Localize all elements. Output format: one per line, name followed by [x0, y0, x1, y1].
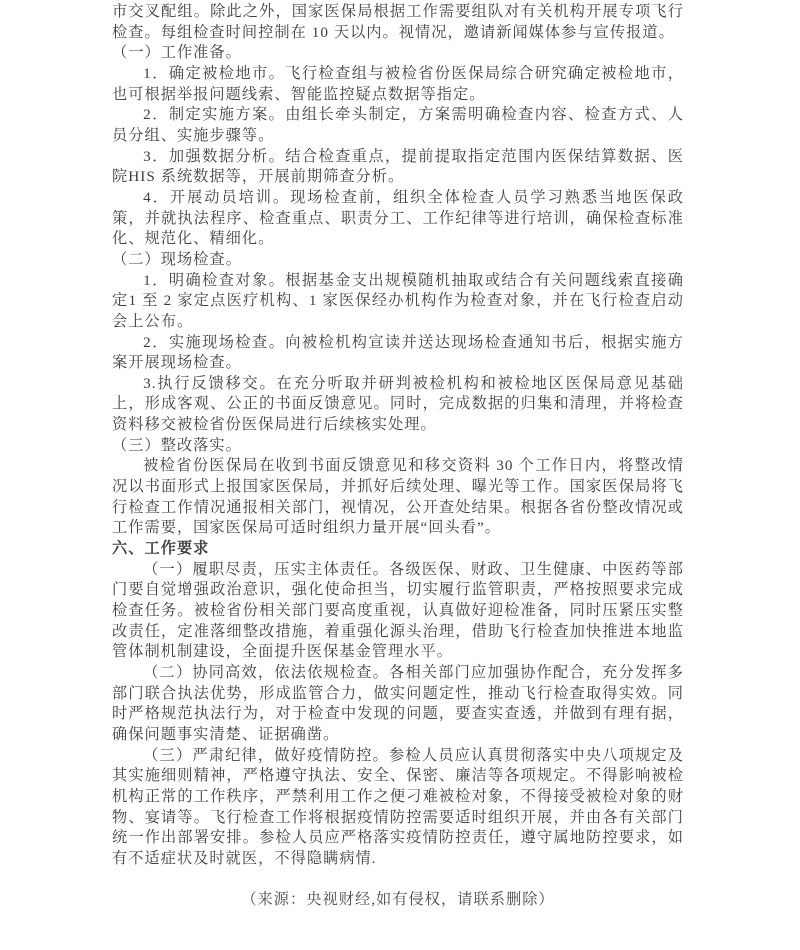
- body-paragraph-discipline-epidemic: （三）严肃纪律，做好疫情防控。参检人员应认真贯彻落实中央八项规定及其实施细则精神，严格遵守执法、安全、保密、廉洁等各项规定。不得影响被检机构正常的工作秩序，严禁利用工作之便刁难被检对象，不得接受被检对象的财物、宴请等。飞行检查工作将根据疫情防控需要适时组织开展，并由各有关部门统一作出部署安排。参检人员应严格落实疫情防控责任，遵守属地防控要求，如有不适症状及时就医，不得隐瞒病情.: [112, 746, 684, 867]
- subsection-heading-work-preparation: （一）工作准备。: [112, 44, 242, 62]
- subsection-heading-onsite-inspection: （二）现场检查。: [112, 250, 242, 268]
- numbered-item-inspection-targets: 1．明确检查对象。根据基金支出规模随机抽取或结合有关问题线索直接确定1 至 2 家定点医疗机构、1 家医保经办机构作为检查对象，并在飞行检查启动会上公布。: [112, 271, 684, 330]
- numbered-item-determine-city: 1．确定被检地市。飞行检查组与被检省份医保局综合研究确定被检地市，也可根据举报问题线索、智能监控疑点数据等指定。: [112, 64, 684, 103]
- numbered-item-feedback-transfer: 3.执行反馈移交。在充分听取并研判被检机构和被检地区医保局意见基础上，形成客观、公正的书面反馈意见。同时，完成数据的归集和清理，并将检查资料移交被检省份医保局进行后续核实处理。: [112, 374, 684, 434]
- body-paragraph-coordination-compliance: （二）协同高效，依法依规检查。各相关部门应加强协作配合，充分发挥多部门联合执法优势，形成监管合力，做实问题定性，推动飞行检查取得实效。同时严格规范执法行为，对于检查中发现的问题，要查实查透，并做到有理有据，确保问题事实清楚、证据确凿。: [112, 664, 684, 743]
- source-attribution: （来源：央视财经,如有侵权，请联系删除）: [241, 891, 555, 909]
- body-paragraph: 市交叉配组。除此之外，国家医保局根据工作需要组队对有关机构开展专项飞行检查。每组检查时间控制在 10 天以内。视情况，邀请新闻媒体参与宣传报道。: [112, 3, 684, 41]
- section-heading-work-requirements: 六、工作要求: [112, 540, 210, 558]
- body-paragraph-duty-responsibility: （一）履职尽责，压实主体责任。各级医保、财政、卫生健康、中医药等部门要自觉增强政治意识，强化使命担当，切实履行监管职责，严格按照要求完成检查任务。被检省份相关部门要高度重视，认真做好迎检准备，同时压紧压实整改责任，定准落细整改措施，着重强化源头治理，借助飞行检查加快推进本地监管体制机制建设，全面提升医保基金管理水平。: [112, 560, 684, 661]
- document-page: [112, 2, 684, 911]
- subsection-heading-rectification: （三）整改落实。: [112, 436, 242, 454]
- numbered-item-conduct-inspection: 2．实施现场检查。向被检机构宣读并送达现场检查通知书后，根据实施方案开展现场检查。: [112, 333, 684, 372]
- numbered-item-implementation-plan: 2．制定实施方案。由组长牵头制定，方案需明确检查内容、检查方式、人员分组、实施步骤等。: [112, 106, 684, 144]
- body-paragraph-rectification-details: 被检省份医保局在收到书面反馈意见和移交资料 30 个工作日内，将整改情况以书面形式上报国家医保局，并抓好后续处理、曝光等工作。国家医保局将飞行检查工作情况通报相关部门，视情况，公开查处结果。根据各省份整改情况或工作需要，国家医保局可适时组织力量开展“回头看”。: [112, 457, 684, 537]
- numbered-item-data-analysis: 3．加强数据分析。结合检查重点，提前提取指定范围内医保结算数据、医院HIS 系统数据等，开展前期筛查分析。: [112, 147, 684, 186]
- numbered-item-mobilization-training: 4．开展动员培训。现场检查前，组织全体检查人员学习熟悉当地医保政策，并就执法程序、检查重点、职责分工、工作纪律等进行培训，确保检查标准化、规范化、精细化。: [112, 188, 684, 248]
